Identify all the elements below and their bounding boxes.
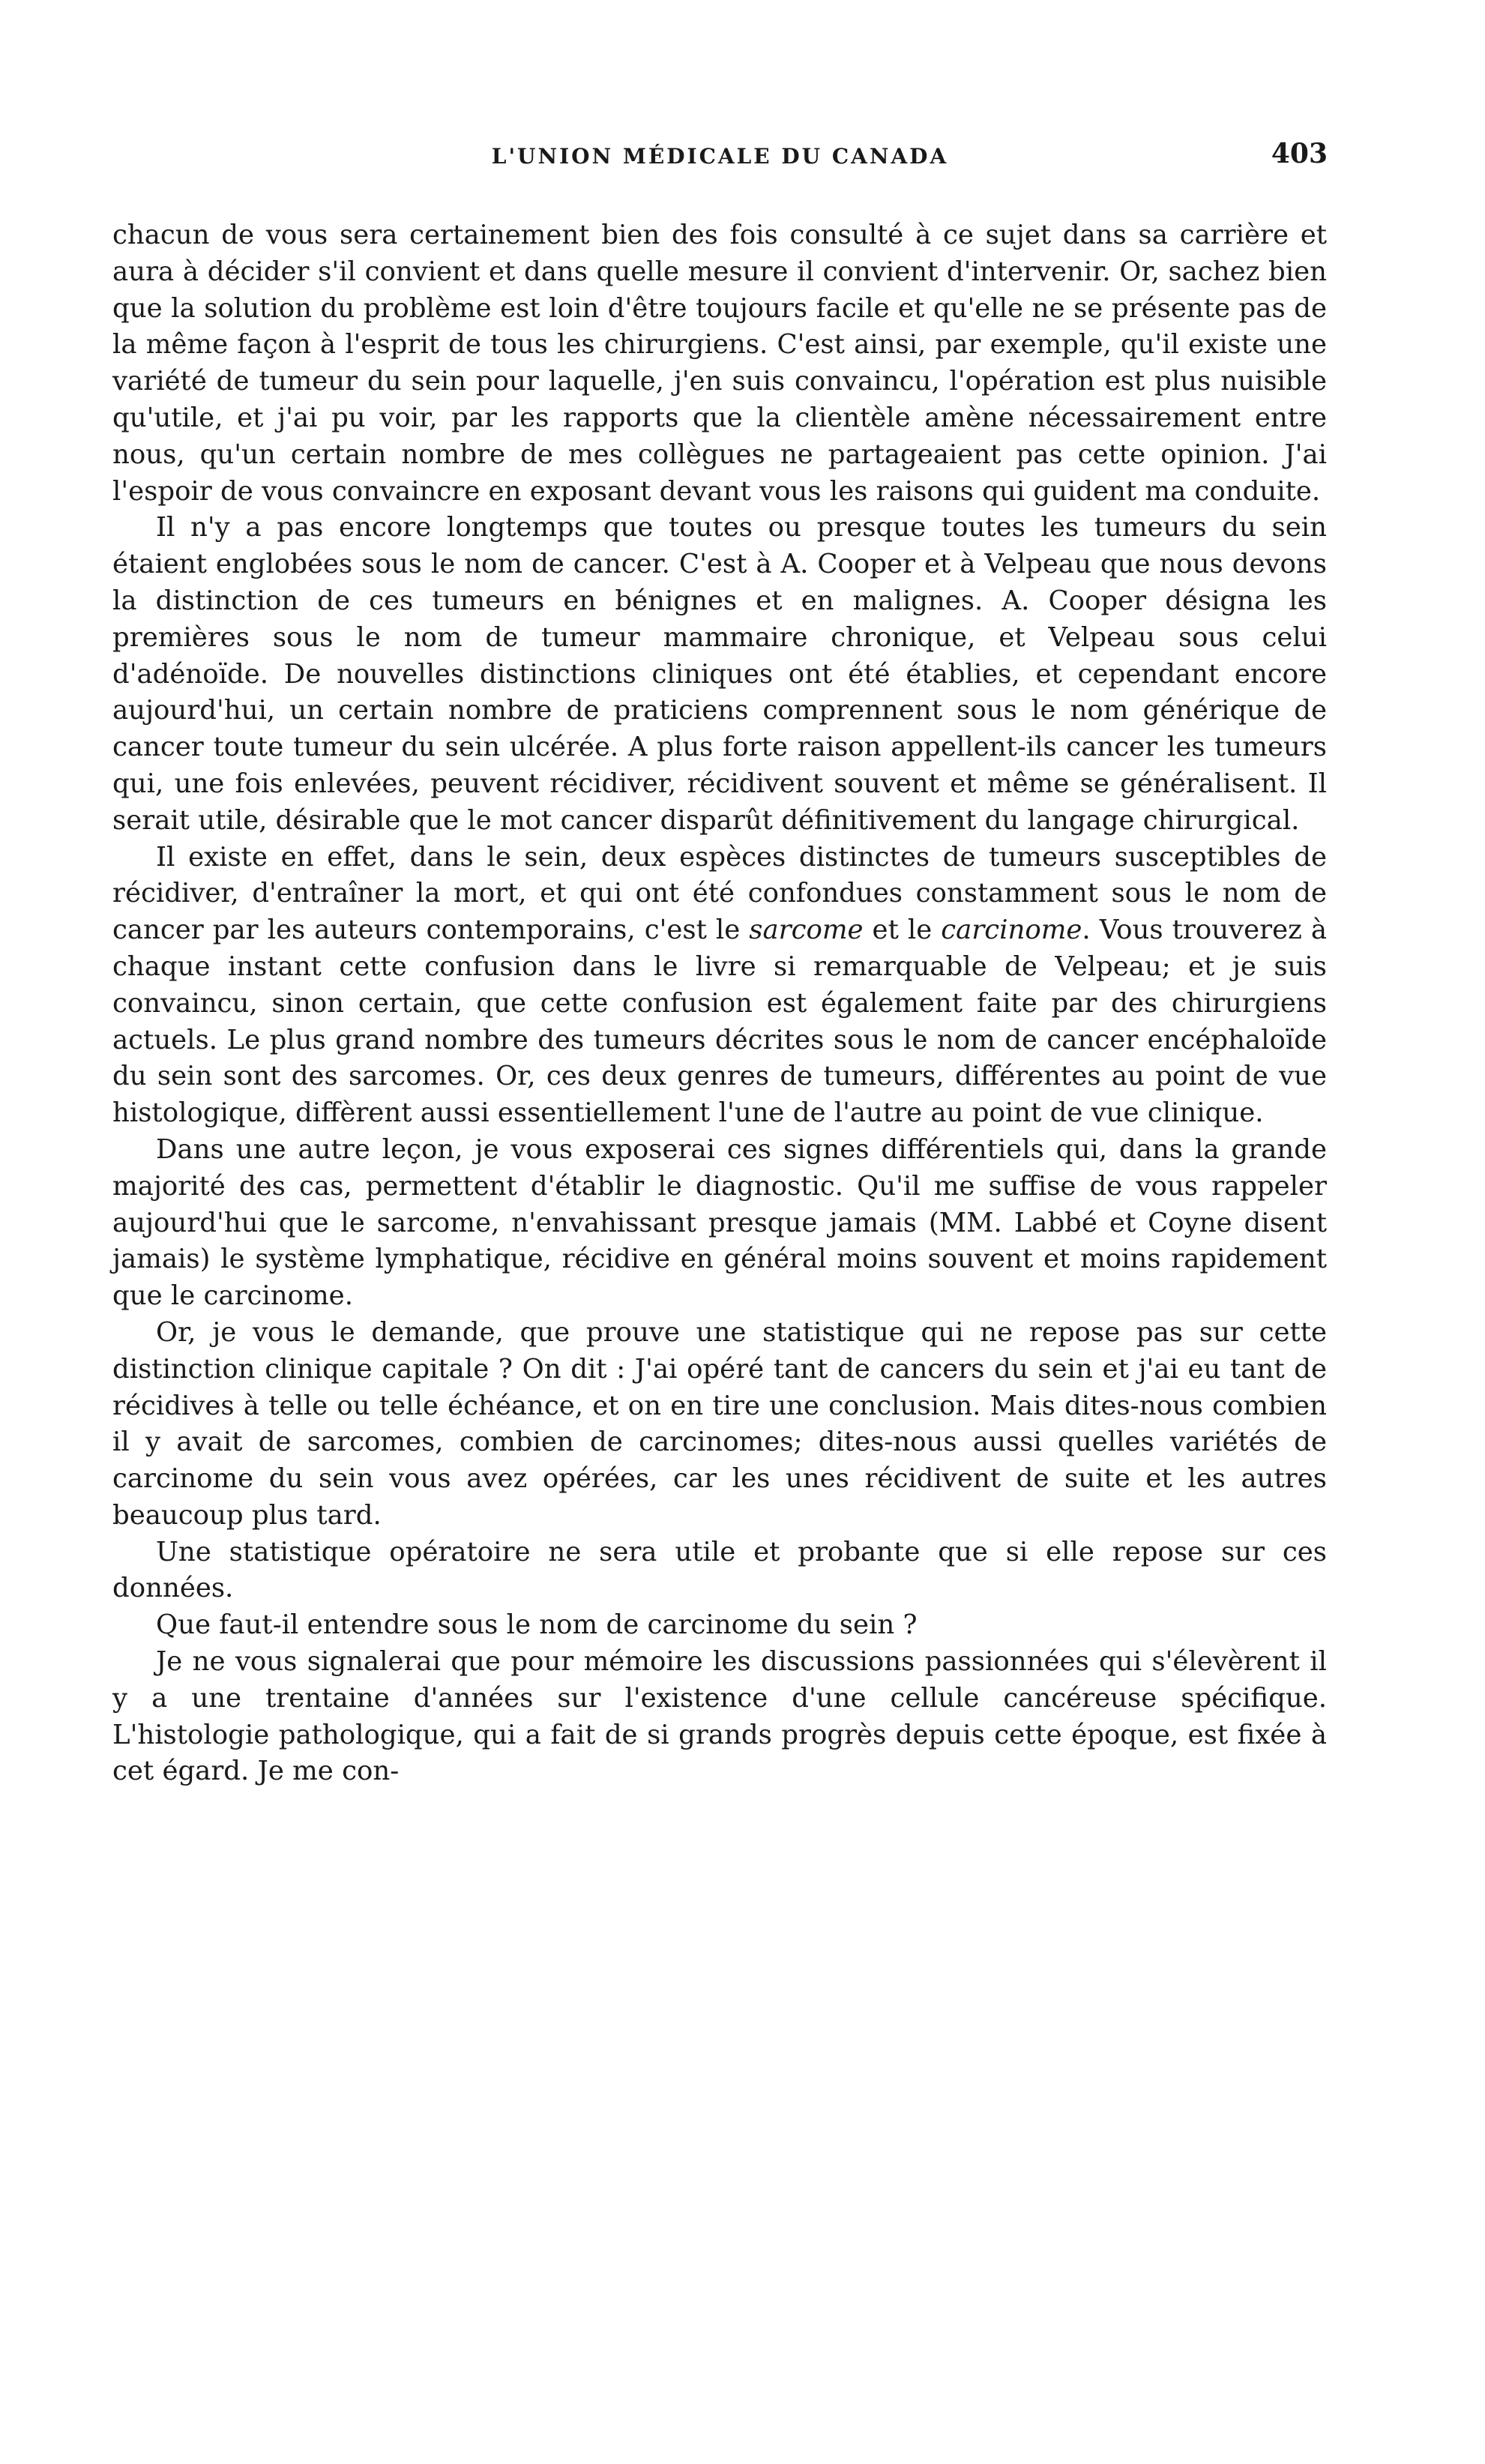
paragraph-3-part-b: et le	[863, 915, 942, 946]
paragraph-2: Il n'y a pas encore longtemps que toutes ou presque toutes les tumeurs du sein étaient englobées sous le nom de cancer. C'est à A. Cooper et à Velpeau que nous devons la distinction de ces tumeurs en bénignes et en malignes. A. Cooper désigna les premières sous le nom de tumeur mammaire chronique, et Velpeau sous celui d'adénoïde. De nouvelles distinctions cliniques ont été établies, et cependant encore aujourd'hui, un certain nombre de praticiens comprennent sous le nom générique de cancer toute tumeur du sein ulcérée. A plus forte raison appellent-ils cancer les tumeurs qui, une fois enlevées, peuvent récidiver, récidivent souvent et même se généralisent. Il serait utile, désirable que le mot cancer disparût définitivement du langage chirurgical.	[112, 512, 1327, 836]
paragraph-1: chacun de vous sera certainement bien des fois consulté à ce sujet dans sa carrière et aura à décider s'il convient et dans quelle mesure il convient d'intervenir. Or, sachez bien que la solution du problème est loin d'être toujours facile et qu'elle ne se présente pas de la même façon à l'esprit de tous les chirurgiens. C'est ainsi, par exemple, qu'il existe une variété de tumeur du sein pour laquelle, j'en suis convaincu, l'opération est plus nuisible qu'utile, et j'ai pu voir, par les rapports que la clientèle amène nécessairement entre nous, qu'un certain nombre de mes collègues ne partageaient pas cette opinion. J'ai l'espoir de vous convaincre en exposant devant vous les raisons qui guident ma conduite.	[112, 220, 1327, 507]
paragraph-7: Que faut-il entendre sous le nom de carcinome du sein ?	[156, 1609, 918, 1641]
paragraph-3-part-c: . Vous trouverez à chaque instant cette confusion dans le livre si remarquable de Velpeau; et je suis convaincu, sinon certain, que cette confusion est également faite par des chirurgiens actuels. Le plus grand nombre des tumeurs décrites sous le nom de cancer encéphaloïde du sein sont des sarcomes. Or, ces deux genres de tumeurs, différentes au point de vue histologique, diffèrent aussi essentiellement l'une de l'autre au point de vue clinique.	[112, 915, 1327, 1129]
term-carcinome: carcinome	[941, 915, 1082, 946]
paragraph-5: Or, je vous le demande, que prouve une statistique qui ne repose pas sur cette distinction clinique capitale ? On dit : J'ai opéré tant de cancers du sein et j'ai eu tant de récidives à telle ou telle échéance, et on en tire une conclusion. Mais dites-nous combien il y avait de sarcomes, combien de carcinomes; dites-nous aussi quelles variétés de carcinome du sein vous avez opérées, car les unes récidivent de suite et les autres beaucoup plus tard.	[112, 1316, 1327, 1531]
paragraph-6: Une statistique opératoire ne sera utile et probante que si elle repose sur ces données.	[112, 1536, 1327, 1604]
running-title: L'UNION MÉDICALE DU CANADA	[491, 144, 949, 169]
page-number: 403	[1271, 138, 1328, 169]
paragraph-3	[112, 840, 1327, 1132]
running-head	[112, 135, 1328, 180]
paragraph-3-part-a: Il existe en effet, dans le sein, deux espèces distinctes de tumeurs susceptibles de récidiver, d'entraîner la mort, et qui ont été confondues constamment sous le nom de cancer par les auteurs contemporains, c'est le	[112, 841, 1327, 946]
term-sarcome: sarcome	[749, 915, 864, 946]
paragraph-8: Je ne vous signalerai que pour mémoire les discussions passionnées qui s'élevèrent il y a une trentaine d'années sur l'existence d'une cellule cancéreuse spécifique. L'histologie pathologique, qui a fait de si grands progrès depuis cette époque, est fixée à cet égard. Je me con-	[112, 1646, 1327, 1787]
paragraph-4: Dans une autre leçon, je vous exposerai ces signes différentiels qui, dans la grande majorité des cas, permettent d'établir le diagnostic. Qu'il me suffise de vous rappeler aujourd'hui que le sarcome, n'envahissant presque jamais (MM. Labbé et Coyne disent jamais) le système lymphatique, récidive en général moins souvent et moins rapidement que le carcinome.	[112, 1133, 1327, 1312]
body-text	[112, 217, 1327, 1790]
